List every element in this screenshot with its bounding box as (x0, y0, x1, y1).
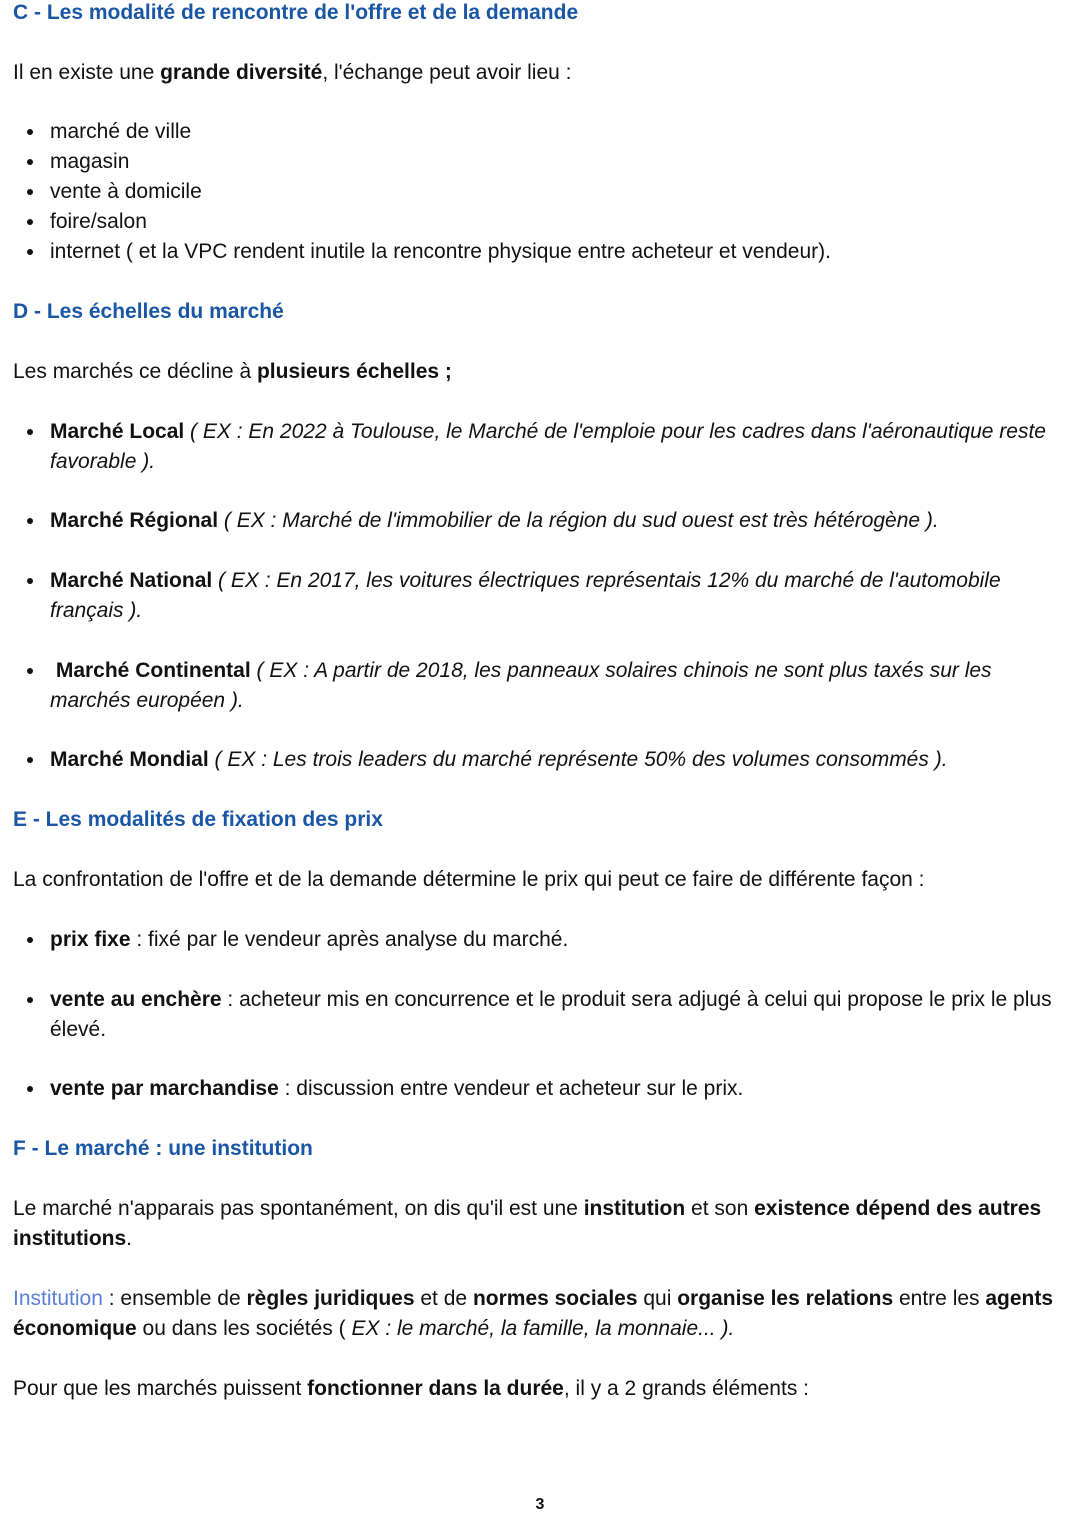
list-item: prix fixe : fixé par le vendeur après analyse du marché. (13, 925, 1068, 955)
list-item: internet ( et la VPC rendent inutile la rencontre physique entre acheteur et vendeur). (13, 237, 1068, 267)
list-item: vente à domicile (13, 177, 1068, 207)
list-item: Marché Local ( EX : En 2022 à Toulouse, le Marché de l'emploie pour les cadres dans l'aéronautique reste favorable ). (13, 417, 1068, 477)
list-item: foire/salon (13, 207, 1068, 237)
section-f-paragraph: Le marché n'apparais pas spontanément, on dis qu'il est une institution et son existence dépend des autres institutions. (13, 1197, 1042, 1250)
list-item: vente par marchandise : discussion entre vendeur et acheteur sur le prix. (13, 1074, 1068, 1104)
list-item: Marché Mondial ( EX : Les trois leaders du marché représente 50% des volumes consommés ). (13, 745, 1068, 775)
definition-term: Institution (13, 1287, 103, 1310)
section-e-heading: E - Les modalités de fixation des prix (13, 808, 383, 831)
section-c-intro: Il en existe une grande diversité, l'échange peut avoir lieu : (13, 61, 572, 84)
list-item: Marché National ( EX : En 2017, les voitures électriques représentais 12% du marché de l'automobile français ). (13, 566, 1068, 626)
section-e-intro: La confrontation de l'offre et de la demande détermine le prix qui peut ce faire de différente façon : (13, 868, 925, 891)
section-d-heading: D - Les échelles du marché (13, 300, 284, 323)
section-f-conclusion: Pour que les marchés puissent fonctionner dans la durée, il y a 2 grands éléments : (13, 1377, 809, 1400)
institution-definition: Institution : ensemble de règles juridiques et de normes sociales qui organise les relations entre les agents économique ou dans les sociétés ( EX : le marché, la famille, la monnaie... ). (13, 1287, 1054, 1340)
section-d-intro: Les marchés ce décline à plusieurs échelles ; (13, 360, 452, 383)
page-number: 3 (535, 1496, 545, 1513)
section-c-heading: C - Les modalité de rencontre de l'offre et de la demande (13, 1, 579, 24)
list-item: magasin (13, 147, 1068, 177)
list-item: Marché Régional ( EX : Marché de l'immobilier de la région du sud ouest est très hétérogène ). (13, 506, 1068, 536)
list-item: marché de ville (13, 117, 1068, 147)
list-item: vente au enchère : acheteur mis en concurrence et le produit sera adjugé à celui qui propose le prix le plus élevé. (13, 985, 1068, 1045)
list-item: Marché Continental ( EX : A partir de 2018, les panneaux solaires chinois ne sont plus taxés sur les marchés européen ). (13, 656, 1068, 716)
section-f-heading: F - Le marché : une institution (13, 1137, 313, 1160)
